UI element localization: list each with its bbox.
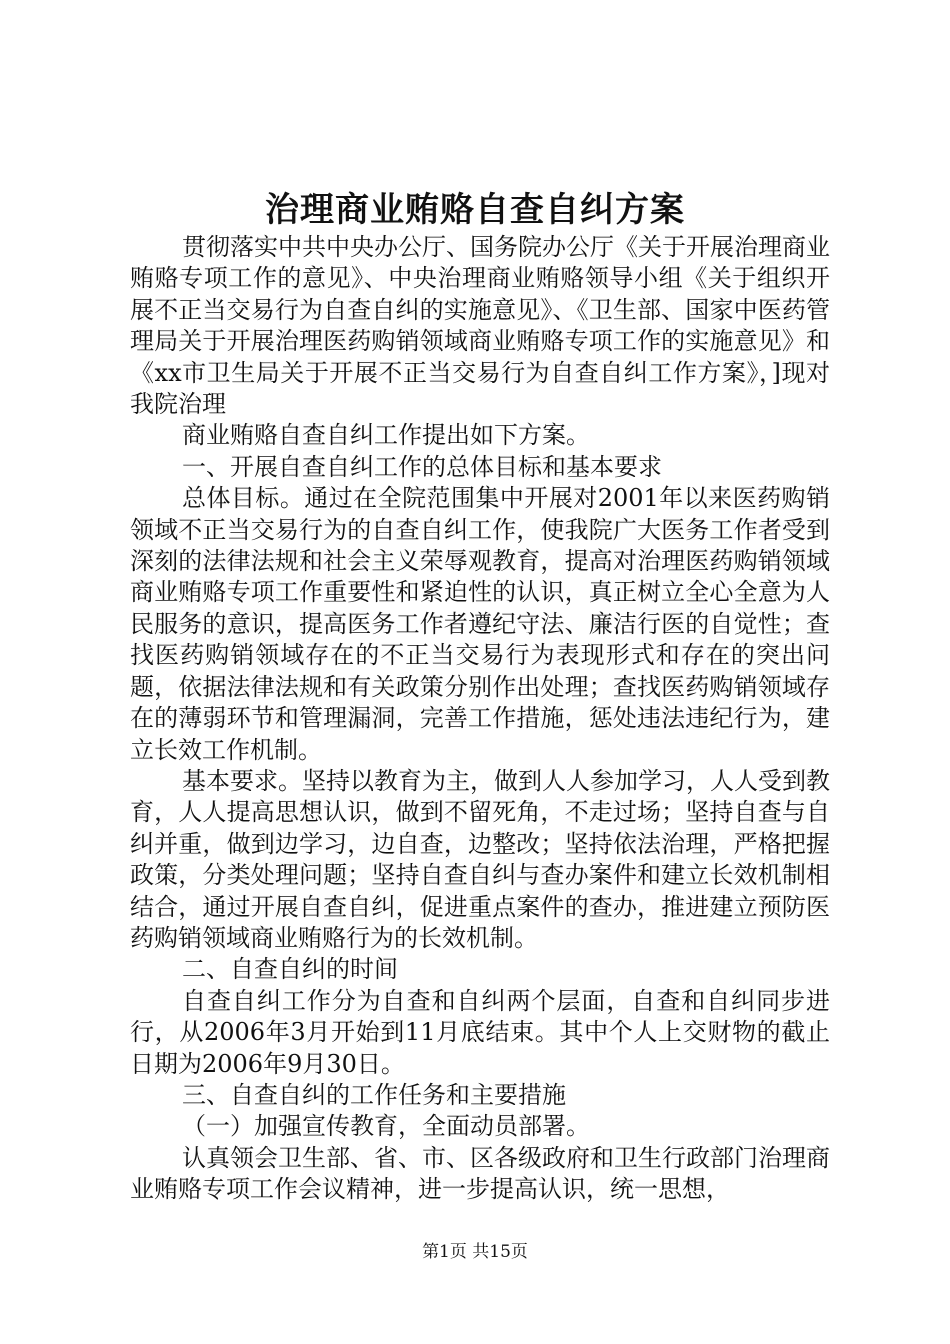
paragraph-intro-continued: 商业贿赂自查自纠工作提出如下方案。 xyxy=(182,421,590,450)
document-body xyxy=(130,232,830,1206)
section-heading-1: 一、开展自查自纠工作的总体目标和基本要求 xyxy=(182,452,662,481)
paragraph-basic-requirements: 基本要求。坚持以教育为主，做到人人参加学习，人人受到教育，人人提高思想认识，做到不留死角，不走过场；坚持自查与自纠并重，做到边学习，边自查，边整改；坚持依法治理，严格把握政策，分类处理问题；坚持自查自纠与查办案件和建立长效机制相结合，通过开展自查自纠，促进重点案件的查办，推进建立预防医药购销领域商业贿赂行为的长效机制。 xyxy=(130,766,830,952)
section-heading-2: 二、自查自纠的时间 xyxy=(182,955,398,984)
document-title: 治理商业贿赂自查自纠方案 xyxy=(265,190,685,230)
paragraph-timeline: 自查自纠工作分为自查和自纠两个层面，自查和自纠同步进行，从2006年3月开始到11月底结束。其中个人上交财物的截止日期为2006年9月30日。 xyxy=(130,986,830,1078)
paragraph-intro: 贯彻落实中共中央办公厅、国务院办公厅《关于开展治理商业贿赂专项工作的意见》、中央治理商业贿赂领导小组《关于组织开展不正当交易行为自查自纠的实施意见》、《卫生部、国家中医药管理局关于开展治理医药购销领域商业贿赂专项工作的实施意见》和《xx市卫生局关于开展不正当交易行为自查自纠工作方案》，]现对我院治理 xyxy=(130,233,830,419)
paragraph-overall-goal: 总体目标。通过在全院范围集中开展对2001年以来医药购销领域不正当交易行为的自查自纠工作，使我院广大医务工作者受到深刻的法律法规和社会主义荣辱观教育，提高对治理医药购销领域商业贿赂专项工作重要性和紧迫性的认识，真正树立全心全意为人民服务的意识，提高医务工作者遵纪守法、廉洁行医的自觉性；查找医药购销领域存在的不正当交易行为表现形式和存在的突出问题，依据法律法规和有关政策分别作出处理；查找医药购销领域存在的薄弱环节和管理漏洞，完善工作措施，惩处违法违纪行为，建立长效工作机制。 xyxy=(130,484,830,764)
section-heading-3: 三、自查自纠的工作任务和主要措施 xyxy=(182,1080,566,1109)
page-number-footer: 第1页 共15页 xyxy=(422,1242,528,1262)
subsection-heading-1: （一）加强宣传教育，全面动员部署。 xyxy=(182,1112,590,1141)
paragraph-study-spirit: 认真领会卫生部、省、市、区各级政府和卫生行政部门治理商业贿赂专项工作会议精神，进一步提高认识，统一思想， xyxy=(130,1143,830,1204)
